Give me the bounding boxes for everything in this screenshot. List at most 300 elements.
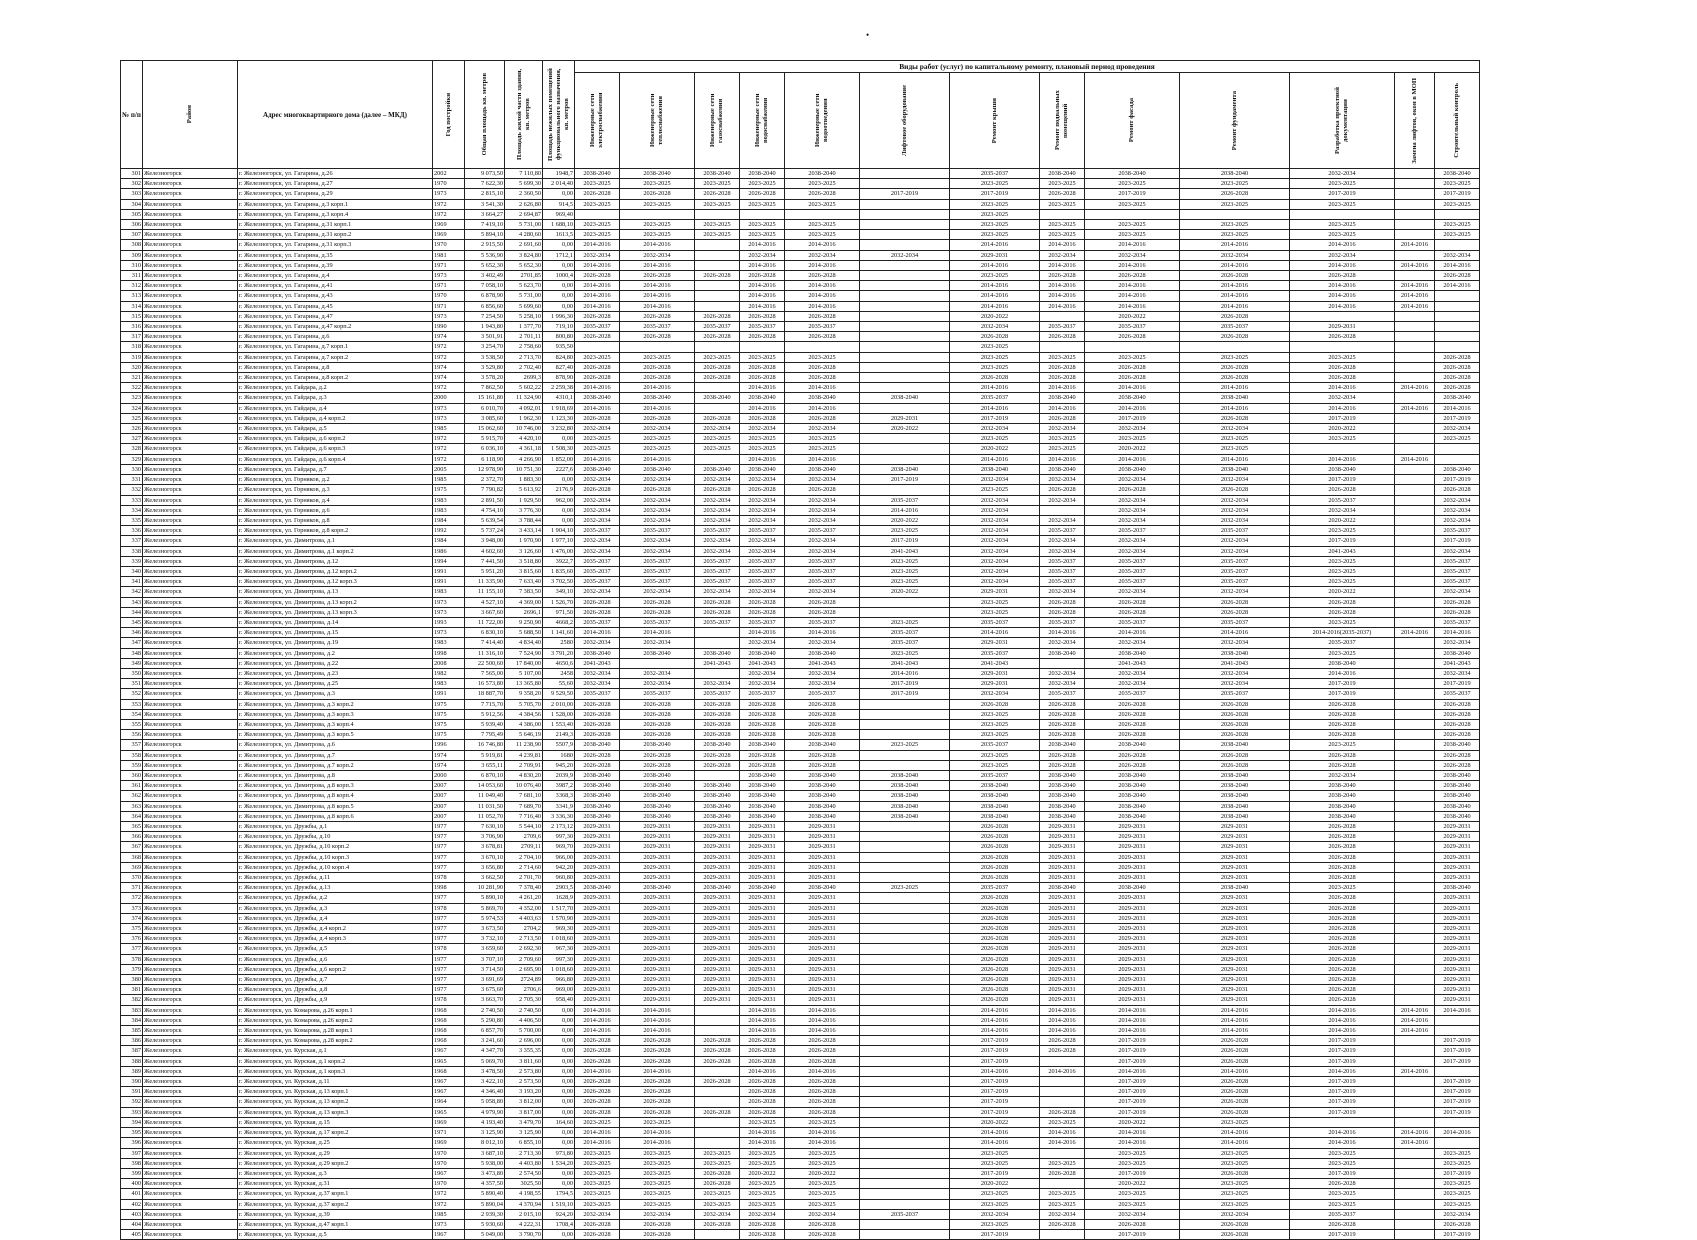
cell-work-period: 2026-2028 — [1180, 760, 1290, 770]
cell-work-period: 2035-2037 — [1040, 526, 1085, 536]
cell-work-period: 2023-2025 — [1040, 1158, 1085, 1168]
cell-work-period — [1395, 1230, 1435, 1240]
cell-num: 347 — [121, 638, 143, 648]
cell-year: 2002 — [433, 169, 465, 179]
cell-work-period: 2029-2031 — [620, 832, 695, 842]
cell-num: 305 — [121, 209, 143, 219]
cell-work-period: 2014-2016 — [1085, 291, 1180, 301]
cell-nonliving-area: 1 141,60 — [543, 628, 575, 638]
cell-work-period: 2023-2025 — [1435, 199, 1480, 209]
cell-num: 327 — [121, 434, 143, 444]
cell-work-period: 2026-2028 — [740, 1077, 785, 1087]
cell-work-period — [1395, 1056, 1435, 1066]
cell-num: 388 — [121, 1056, 143, 1066]
cell-work-period: 2014-2016 — [575, 240, 620, 250]
cell-work-period: 2014-2016 — [575, 383, 620, 393]
table-row — [121, 954, 1480, 964]
cell-work-period: 2038-2040 — [785, 770, 860, 780]
cell-work-period — [860, 1026, 950, 1036]
cell-total-area: 3 538,50 — [465, 352, 505, 362]
cell-work-period: 2026-2028 — [1040, 189, 1085, 199]
cell-work-period: 2032-2034 — [1290, 505, 1395, 515]
cell-work-period: 2023-2025 — [785, 1158, 860, 1168]
cell-work-period — [695, 628, 740, 638]
cell-work-period — [1180, 209, 1290, 219]
cell-work-period: 2032-2034 — [1085, 495, 1180, 505]
table-row — [121, 536, 1480, 546]
cell-year: 1977 — [433, 975, 465, 985]
cell-work-period: 2035-2037 — [1085, 689, 1180, 699]
cell-address: г. Железногорск, ул. Гагарина, д.8 корп.2 — [238, 373, 433, 383]
cell-work-period: 2032-2034 — [740, 424, 785, 434]
cell-work-period: 2014-2016 — [1040, 260, 1085, 270]
cell-work-period — [860, 281, 950, 291]
cell-work-period: 2029-2031 — [1085, 903, 1180, 913]
cell-work-period — [695, 1138, 740, 1148]
cell-work-period: 2026-2028 — [950, 975, 1040, 985]
cell-work-period: 2032-2034 — [860, 250, 950, 260]
cell-work-period: 2026-2028 — [1435, 607, 1480, 617]
cell-work-period: 2023-2025 — [950, 750, 1040, 760]
cell-work-period: 2032-2034 — [1435, 546, 1480, 556]
table-row — [121, 1056, 1480, 1066]
table-row — [121, 1046, 1480, 1056]
cell-work-period: 2014-2016 — [1435, 260, 1480, 270]
cell-living-area: 7 633,40 — [505, 577, 543, 587]
cell-work-period — [620, 209, 695, 219]
cell-district: Железногорск — [143, 444, 238, 454]
cell-work-period — [1040, 1097, 1085, 1107]
cell-work-period: 2023-2025 — [950, 607, 1040, 617]
col-header-total-area: Общая площадь кв. метров — [465, 61, 505, 169]
table-row — [121, 383, 1480, 393]
cell-work-period: 2014-2016 — [1085, 1128, 1180, 1138]
cell-work-period: 2020-2022 — [860, 424, 950, 434]
cell-work-period: 2026-2028 — [695, 1168, 740, 1178]
table-row — [121, 1179, 1480, 1189]
cell-work-period: 2023-2025 — [860, 648, 950, 658]
cell-work-period: 2023-2025 — [1180, 434, 1290, 444]
cell-year: 1972 — [433, 383, 465, 393]
col-header-nonliving-area: Площадь нежилых помещений функционального назначения, кв. метров — [543, 61, 575, 169]
cell-nonliving-area: 997,30 — [543, 954, 575, 964]
cell-num: 405 — [121, 1230, 143, 1240]
cell-work-period: 2029-2031 — [575, 954, 620, 964]
cell-work-period: 2014-2016 — [1290, 301, 1395, 311]
cell-district: Железногорск — [143, 393, 238, 403]
cell-work-period: 2017-2019 — [1435, 1168, 1480, 1178]
cell-work-period: 2026-2028 — [1040, 485, 1085, 495]
cell-work-period: 2029-2031 — [1180, 893, 1290, 903]
cell-work-period: 2029-2031 — [1085, 832, 1180, 842]
cell-work-period: 2023-2025 — [740, 1189, 785, 1199]
cell-year: 1992 — [433, 526, 465, 536]
cell-living-area: 2 702,40 — [505, 362, 543, 372]
cell-district: Железногорск — [143, 311, 238, 321]
cell-work-period: 2041-2043 — [860, 546, 950, 556]
cell-num: 308 — [121, 240, 143, 250]
cell-total-area: 8 012,10 — [465, 1138, 505, 1148]
cell-work-period: 2029-2031 — [1180, 832, 1290, 842]
table-row — [121, 311, 1480, 321]
cell-num: 349 — [121, 658, 143, 668]
cell-nonliving-area: 2458 — [543, 668, 575, 678]
cell-work-period: 2023-2025 — [860, 556, 950, 566]
cell-work-period: 2029-2031 — [740, 934, 785, 944]
cell-living-area: 2 704,10 — [505, 852, 543, 862]
cell-living-area: 2 709,91 — [505, 760, 543, 770]
cell-address: г. Железногорск, ул. Димитрова, д.13 корп.2 — [238, 597, 433, 607]
cell-year: 1975 — [433, 709, 465, 719]
cell-work-period: 2038-2040 — [860, 464, 950, 474]
cell-work-period: 2035-2037 — [1040, 689, 1085, 699]
cell-work-period: 2017-2019 — [1290, 189, 1395, 199]
cell-work-period: 2023-2025 — [950, 179, 1040, 189]
cell-year: 1973 — [433, 607, 465, 617]
cell-work-period: 2035-2037 — [620, 322, 695, 332]
cell-nonliving-area: 4310,1 — [543, 393, 575, 403]
cell-work-period: 2032-2034 — [950, 322, 1040, 332]
table-row — [121, 668, 1480, 678]
cell-total-area: 3 241,60 — [465, 1036, 505, 1046]
cell-nonliving-area: 0,00 — [543, 1066, 575, 1076]
cell-work-period: 2023-2025 — [785, 230, 860, 240]
cell-year: 1969 — [433, 1117, 465, 1127]
cell-work-period: 2026-2028 — [740, 1087, 785, 1097]
cell-year: 1990 — [433, 322, 465, 332]
cell-district: Железногорск — [143, 1117, 238, 1127]
table-row — [121, 444, 1480, 454]
cell-nonliving-area: 0,00 — [543, 1005, 575, 1015]
cell-living-area: 7 716,40 — [505, 811, 543, 821]
cell-work-period: 2014-2016 — [785, 1138, 860, 1148]
cell-work-period: 2029-2031 — [950, 638, 1040, 648]
cell-work-period — [1395, 362, 1435, 372]
cell-living-area: 7 524,90 — [505, 648, 543, 658]
cell-work-period: 2032-2034 — [950, 515, 1040, 525]
cell-district: Железногорск — [143, 740, 238, 750]
cell-work-period — [860, 832, 950, 842]
cell-work-period: 2017-2019 — [860, 679, 950, 689]
cell-work-period — [620, 658, 695, 668]
cell-work-period: 2035-2037 — [1435, 689, 1480, 699]
cell-living-area: 3 811,60 — [505, 1056, 543, 1066]
cell-work-period: 2023-2025 — [1290, 526, 1395, 536]
cell-work-period: 2014-2016 — [1180, 240, 1290, 250]
cell-work-period — [1180, 342, 1290, 352]
cell-work-period: 2026-2028 — [1290, 607, 1395, 617]
cell-total-area: 2 891,50 — [465, 495, 505, 505]
cell-work-period: 2032-2034 — [575, 536, 620, 546]
cell-work-period: 2014-2016(2035-2037) — [1290, 628, 1395, 638]
cell-work-period: 2014-2016 — [950, 240, 1040, 250]
cell-work-period: 2026-2028 — [1085, 709, 1180, 719]
cell-work-period: 2014-2016 — [575, 1005, 620, 1015]
cell-address: г. Железногорск, ул. Дружбы, д.10 корп.4 — [238, 862, 433, 872]
cell-work-period — [860, 1005, 950, 1015]
cell-nonliving-area: 9 529,50 — [543, 689, 575, 699]
table-row — [121, 985, 1480, 995]
cell-work-period: 2032-2034 — [950, 475, 1040, 485]
cell-total-area: 5 058,80 — [465, 1097, 505, 1107]
cell-address: г. Железногорск, ул. Курская, д.1 корп.3 — [238, 1066, 433, 1076]
cell-district: Железногорск — [143, 719, 238, 729]
cell-work-period: 2026-2028 — [1180, 311, 1290, 321]
cell-work-period: 2029-2031 — [785, 822, 860, 832]
table-row — [121, 1026, 1480, 1036]
cell-year: 1971 — [433, 301, 465, 311]
cell-work-period — [1290, 444, 1395, 454]
cell-total-area: 5 915,70 — [465, 434, 505, 444]
cell-work-period: 2026-2028 — [1085, 271, 1180, 281]
cell-work-period: 2032-2034 — [1180, 679, 1290, 689]
cell-num: 374 — [121, 913, 143, 923]
cell-total-area: 3 473,80 — [465, 1168, 505, 1178]
cell-work-period: 2014-2016 — [1040, 281, 1085, 291]
cell-total-area: 3 254,70 — [465, 342, 505, 352]
cell-work-period: 2032-2034 — [575, 495, 620, 505]
cell-num: 381 — [121, 985, 143, 995]
cell-work-period: 2014-2016 — [740, 1128, 785, 1138]
cell-work-period: 2029-2031 — [695, 924, 740, 934]
cell-work-period — [860, 1230, 950, 1240]
cell-nonliving-area: 2 010,00 — [543, 699, 575, 709]
cell-work-period: 2032-2034 — [695, 587, 740, 597]
cell-living-area: 5 613,92 — [505, 485, 543, 495]
cell-work-period — [860, 842, 950, 852]
cell-work-period: 2038-2040 — [740, 781, 785, 791]
cell-work-period: 2026-2028 — [620, 719, 695, 729]
cell-work-period: 2026-2028 — [695, 1179, 740, 1189]
cell-address: г. Железногорск, ул. Дружбы, д.11 — [238, 873, 433, 883]
cell-work-period: 2032-2034 — [950, 526, 1040, 536]
cell-work-period: 2029-2031 — [1040, 842, 1085, 852]
cell-work-period — [1395, 750, 1435, 760]
cell-work-period: 2038-2040 — [860, 791, 950, 801]
cell-address: г. Железногорск, ул. Димитрова, д.13 корп.3 — [238, 607, 433, 617]
cell-year: 1973 — [433, 311, 465, 321]
cell-work-period — [1395, 934, 1435, 944]
cell-address: г. Железногорск, ул. Курская, д.13 корп.2 — [238, 1097, 433, 1107]
cell-work-period — [1395, 842, 1435, 852]
cell-work-period: 2026-2028 — [1040, 1036, 1085, 1046]
cell-total-area: 12 978,90 — [465, 464, 505, 474]
table-row — [121, 1036, 1480, 1046]
cell-num: 394 — [121, 1117, 143, 1127]
cell-work-period: 2026-2028 — [1085, 332, 1180, 342]
cell-work-period: 2029-2031 — [695, 873, 740, 883]
cell-work-period: 2038-2040 — [695, 781, 740, 791]
cell-total-area: 7 419,10 — [465, 220, 505, 230]
cell-district: Железногорск — [143, 332, 238, 342]
table-row — [121, 240, 1480, 250]
cell-district: Железногорск — [143, 260, 238, 270]
cell-num: 397 — [121, 1148, 143, 1158]
cell-work-period — [860, 383, 950, 393]
cell-work-period — [1395, 679, 1435, 689]
table-row — [121, 1199, 1480, 1209]
cell-work-period: 2014-2016 — [1290, 668, 1395, 678]
cell-work-period: 2029-2031 — [1180, 944, 1290, 954]
cell-work-period: 2026-2028 — [695, 485, 740, 495]
cell-work-period: 2038-2040 — [860, 801, 950, 811]
cell-work-period: 2032-2034 — [1180, 546, 1290, 556]
cell-work-period: 2029-2031 — [695, 903, 740, 913]
cell-work-period: 2038-2040 — [1180, 770, 1290, 780]
cell-work-period: 2023-2025 — [740, 1199, 785, 1209]
cell-work-period: 2023-2025 — [575, 179, 620, 189]
cell-year: 1983 — [433, 587, 465, 597]
cell-work-period: 2032-2034 — [740, 475, 785, 485]
cell-living-area: 2 694,87 — [505, 209, 543, 219]
cell-work-period: 2032-2034 — [740, 1209, 785, 1219]
cell-nonliving-area: 1 996,30 — [543, 311, 575, 321]
cell-work-period — [1395, 413, 1435, 423]
cell-work-period: 2038-2040 — [695, 883, 740, 893]
cell-total-area: 7 862,50 — [465, 383, 505, 393]
table-row — [121, 505, 1480, 515]
cell-year: 2007 — [433, 781, 465, 791]
cell-num: 363 — [121, 801, 143, 811]
cell-work-period: 2029-2031 — [1435, 852, 1480, 862]
cell-year: 1974 — [433, 373, 465, 383]
cell-work-period: 2038-2040 — [785, 648, 860, 658]
cell-work-period: 2026-2028 — [785, 311, 860, 321]
cell-work-period: 2035-2037 — [740, 566, 785, 576]
cell-num: 390 — [121, 1077, 143, 1087]
cell-work-period: 2029-2031 — [575, 862, 620, 872]
cell-work-period: 2026-2028 — [695, 607, 740, 617]
cell-living-area: 4 406,50 — [505, 1015, 543, 1025]
cell-work-period: 2026-2028 — [1180, 699, 1290, 709]
cell-total-area: 5 951,20 — [465, 566, 505, 576]
cell-nonliving-area: 1708,4 — [543, 1219, 575, 1229]
cell-work-period: 2035-2037 — [695, 556, 740, 566]
cell-num: 353 — [121, 699, 143, 709]
cell-work-period: 2026-2028 — [575, 485, 620, 495]
cell-work-period — [1395, 322, 1435, 332]
cell-year: 1977 — [433, 924, 465, 934]
table-row — [121, 699, 1480, 709]
cell-work-period: 2032-2034 — [1180, 536, 1290, 546]
cell-num: 331 — [121, 475, 143, 485]
cell-work-period: 2014-2016 — [1085, 260, 1180, 270]
cell-work-period: 2032-2034 — [1040, 475, 1085, 485]
cell-work-period: 2017-2019 — [1290, 689, 1395, 699]
cell-work-period — [1040, 1077, 1085, 1087]
cell-work-period: 2026-2028 — [695, 1077, 740, 1087]
cell-work-period — [1395, 862, 1435, 872]
cell-work-period: 2026-2028 — [1180, 362, 1290, 372]
cell-living-area: 10 746,00 — [505, 424, 543, 434]
cell-work-period: 2023-2025 — [1040, 1199, 1085, 1209]
cell-address: г. Железногорск, ул. Гагарина, д.27 — [238, 179, 433, 189]
cell-work-period: 2014-2016 — [1290, 1015, 1395, 1025]
cell-work-period: 2014-2016 — [1085, 628, 1180, 638]
cell-nonliving-area: 3922,7 — [543, 556, 575, 566]
cell-year: 1977 — [433, 852, 465, 862]
cell-work-period: 2032-2034 — [1180, 668, 1290, 678]
table-row — [121, 1087, 1480, 1097]
cell-work-period — [860, 1117, 950, 1127]
cell-work-period: 2032-2034 — [1085, 505, 1180, 515]
cell-work-period: 2023-2025 — [695, 230, 740, 240]
cell-work-period: 2014-2016 — [740, 454, 785, 464]
cell-work-period: 2023-2025 — [1180, 1199, 1290, 1209]
cell-work-period — [1395, 781, 1435, 791]
cell-year: 1967 — [433, 1077, 465, 1087]
cell-num: 362 — [121, 791, 143, 801]
table-row — [121, 546, 1480, 556]
cell-address: г. Железногорск, ул. Гагарина, д.3 корп.1 — [238, 199, 433, 209]
cell-work-period: 2026-2028 — [620, 597, 695, 607]
cell-total-area: 11 049,40 — [465, 791, 505, 801]
cell-address: г. Железногорск, ул. Курская, д.47 корп.1 — [238, 1219, 433, 1229]
cell-work-period: 2026-2028 — [1290, 485, 1395, 495]
cell-work-period: 2035-2037 — [1180, 566, 1290, 576]
cell-work-period: 2038-2040 — [785, 781, 860, 791]
table-row — [121, 995, 1480, 1005]
cell-work-period: 2023-2025 — [1040, 444, 1085, 454]
cell-work-period: 2026-2028 — [1290, 893, 1395, 903]
cell-work-period: 2029-2031 — [1040, 985, 1085, 995]
cell-work-period: 2038-2040 — [1040, 770, 1085, 780]
cell-work-period: 2026-2028 — [1290, 709, 1395, 719]
cell-work-period: 2026-2028 — [950, 954, 1040, 964]
cell-work-period: 2035-2037 — [860, 1209, 950, 1219]
cell-work-period: 2020-2022 — [1085, 444, 1180, 454]
cell-work-period: 2014-2016 — [1180, 383, 1290, 393]
cell-work-period: 2023-2025 — [950, 209, 1040, 219]
cell-work-period: 2038-2040 — [575, 770, 620, 780]
cell-work-period — [860, 924, 950, 934]
cell-living-area: 10 076,40 — [505, 781, 543, 791]
cell-num: 324 — [121, 403, 143, 413]
cell-work-period: 2023-2025 — [575, 444, 620, 454]
cell-total-area: 6 870,10 — [465, 770, 505, 780]
cell-work-period: 2023-2025 — [1290, 648, 1395, 658]
cell-work-period: 2014-2016 — [1180, 1138, 1290, 1148]
cell-work-period: 2038-2040 — [620, 811, 695, 821]
cell-work-period: 2038-2040 — [785, 801, 860, 811]
cell-total-area: 7 790,82 — [465, 485, 505, 495]
cell-work-period: 2029-2031 — [1040, 822, 1085, 832]
cell-nonliving-area: 0,00 — [543, 1077, 575, 1087]
cell-work-period: 2014-2016 — [785, 301, 860, 311]
cell-work-period — [1395, 740, 1435, 750]
cell-work-period — [1395, 1087, 1435, 1097]
cell-work-period: 2032-2034 — [785, 475, 860, 485]
cell-work-period: 2032-2034 — [785, 587, 860, 597]
cell-year: 1965 — [433, 1107, 465, 1117]
cell-nonliving-area: 1 528,00 — [543, 709, 575, 719]
cell-work-period: 2029-2031 — [1040, 995, 1085, 1005]
cell-work-period: 2038-2040 — [575, 740, 620, 750]
cell-nonliving-area: 0,00 — [543, 505, 575, 515]
cell-work-period: 2032-2034 — [950, 689, 1040, 699]
cell-work-period: 2014-2016 — [1085, 240, 1180, 250]
table-row — [121, 913, 1480, 923]
cell-district: Железногорск — [143, 1015, 238, 1025]
cell-work-period — [1290, 209, 1395, 219]
cell-work-period: 2014-2016 — [740, 628, 785, 638]
cell-work-period: 2032-2034 — [950, 536, 1040, 546]
cell-year: 2007 — [433, 801, 465, 811]
cell-work-period — [1395, 342, 1435, 352]
cell-total-area: 5 890,10 — [465, 893, 505, 903]
cell-work-period: 2038-2040 — [620, 781, 695, 791]
cell-work-period: 2023-2025 — [620, 230, 695, 240]
